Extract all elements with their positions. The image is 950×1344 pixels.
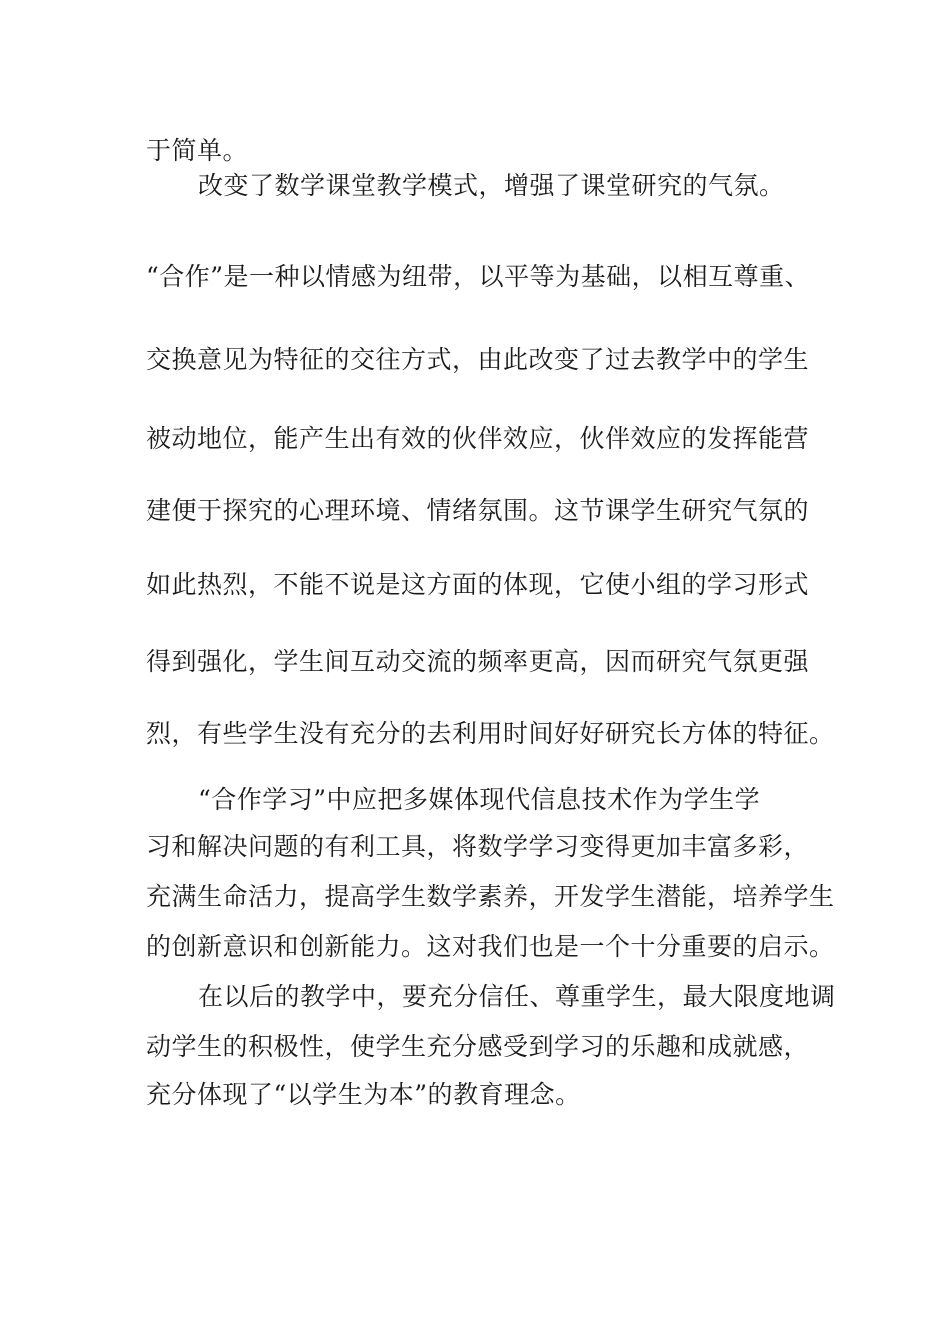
text-line: 烈，有些学生没有充分的去利用时间好好研究长方体的特征。 — [146, 719, 835, 748]
text-line: “合作”是一种以情感为纽带，以平等为基础，以相互尊重、 — [146, 262, 811, 291]
text-line: 如此热烈，不能不说是这方面的体现，它使小组的学习形式 — [146, 570, 810, 599]
text-line: 在以后的教学中，要充分信任、尊重学生，最大限度地调 — [198, 982, 836, 1011]
text-line: 被动地位，能产生出有效的伙伴效应，伙伴效应的发挥能营 — [146, 424, 810, 453]
text-line: “合作学习”中应把多媒体现代信息技术作为学生学 — [198, 785, 761, 814]
text-line: 的创新意识和创新能力。这对我们也是一个十分重要的启示。 — [146, 932, 835, 961]
text-line: 改变了数学课堂教学模式，增强了课堂研究的气氛。 — [198, 171, 785, 200]
text-line: 建便于探究的心理环境、情绪氛围。这节课学生研究气氛的 — [146, 496, 810, 525]
text-line: 于简单。 — [146, 136, 249, 165]
text-line: 习和解决问题的有利工具，将数学学习变得更加丰富多彩， — [146, 832, 810, 861]
text-line: 得到强化，学生间互动交流的频率更高，因而研究气氛更强 — [146, 647, 810, 676]
text-line: 交换意见为特征的交往方式，由此改变了过去教学中的学生 — [146, 345, 810, 374]
text-line: 动学生的积极性，使学生充分感受到学习的乐趣和成就感， — [146, 1032, 810, 1061]
text-line: 充满生命活力，提高学生数学素养，开发学生潜能，培养学生 — [146, 882, 835, 911]
text-line: 充分体现了“以学生为本”的教育理念。 — [146, 1080, 581, 1109]
